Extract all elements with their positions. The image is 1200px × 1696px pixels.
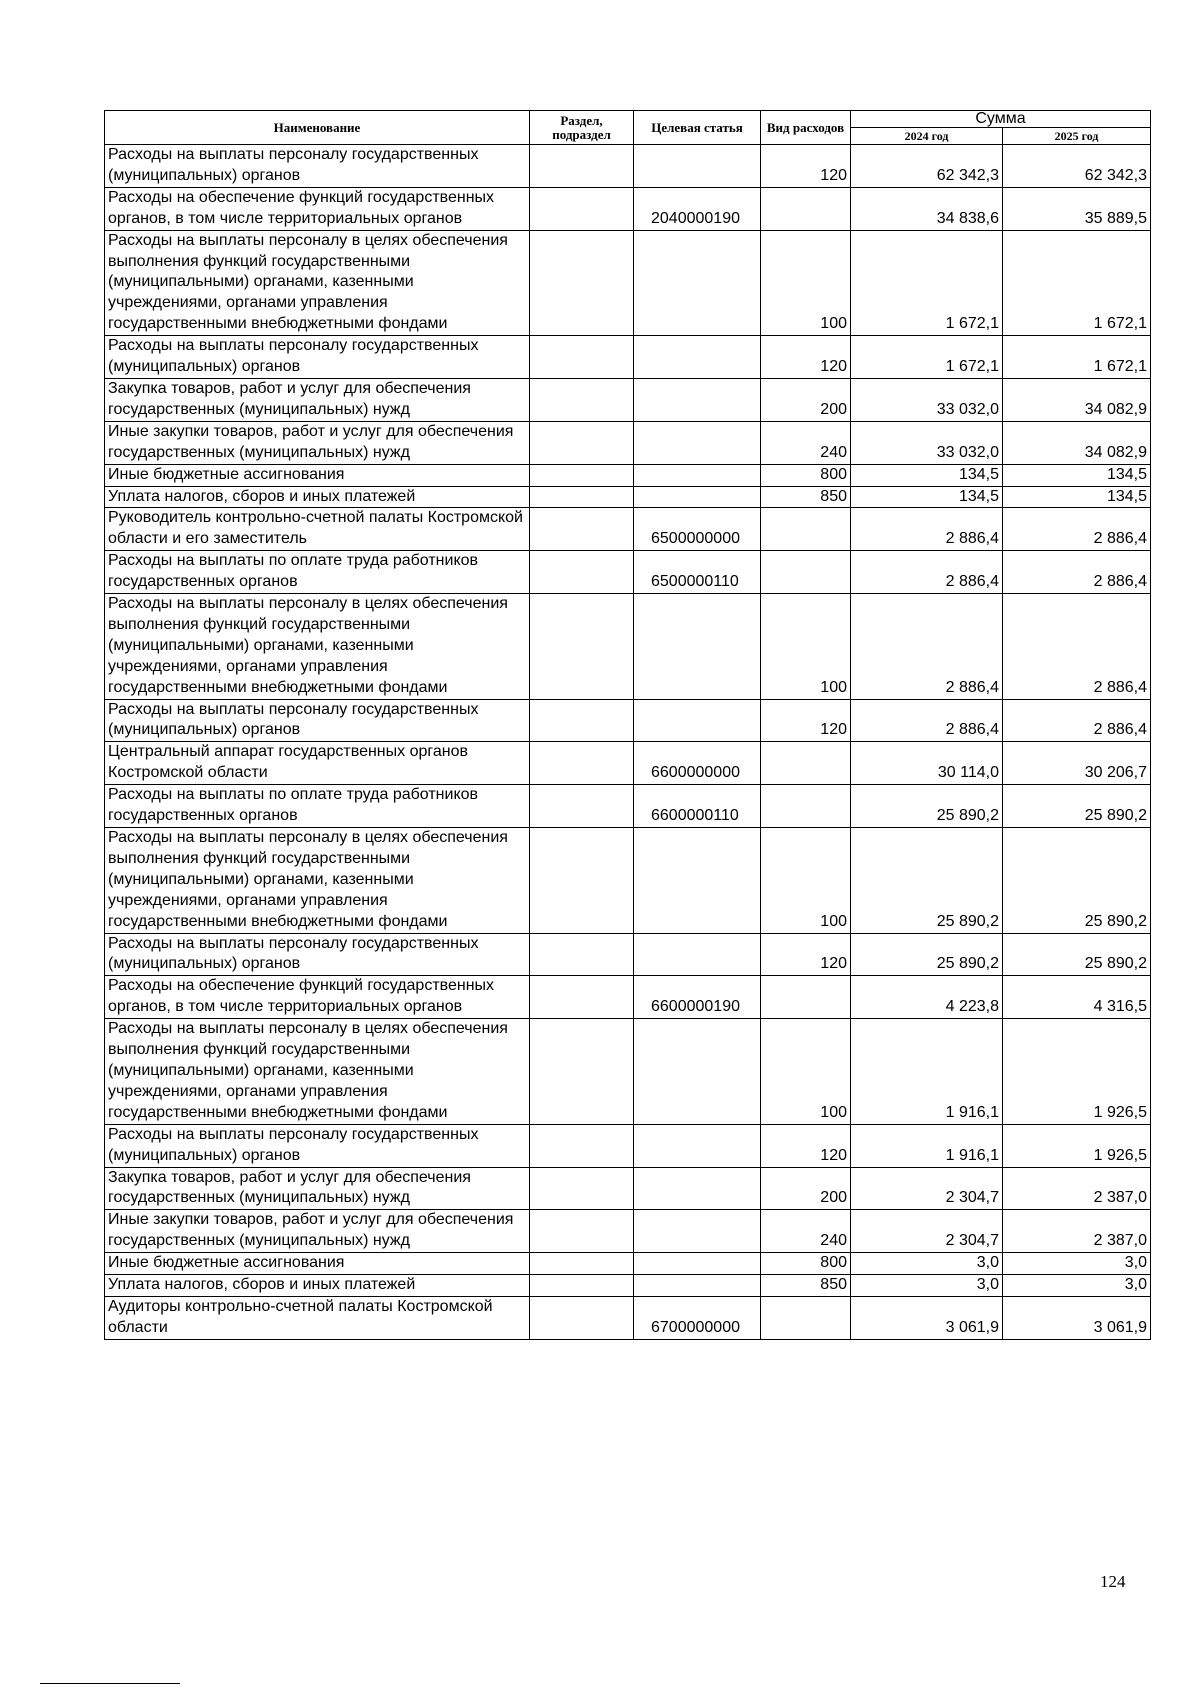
header-target-article: Целевая статья [634,111,761,145]
section-cell [530,699,634,742]
name-cell: Расходы на выплаты персоналу в целях обеспечения выполнения функций государственными (муниципальными) органами, казенными учреждениями, органами управления государственными внебюджетными фондами [105,1019,530,1125]
sum-2024-cell: 3,0 [851,1253,1003,1275]
table-row [105,378,1151,421]
table-row [105,421,1151,464]
table-row [105,336,1151,379]
sum-2025-cell: 2 387,0 [1003,1210,1151,1253]
header-section: Раздел, подраздел [530,111,634,145]
sum-2025-cell: 2 886,4 [1003,551,1151,594]
section-cell [530,933,634,976]
sum-2025-cell: 25 890,2 [1003,933,1151,976]
sum-2025-cell: 2 886,4 [1003,594,1151,700]
sum-2025-cell: 1 926,5 [1003,1124,1151,1167]
sum-2024-cell: 1 916,1 [851,1124,1003,1167]
sum-2025-cell: 1 926,5 [1003,1019,1151,1125]
target-article-cell [634,145,761,188]
sum-2025-cell: 25 890,2 [1003,785,1151,828]
target-article-cell: 6600000190 [634,976,761,1019]
section-cell [530,551,634,594]
sum-2025-cell: 2 387,0 [1003,1167,1151,1210]
target-article-cell [634,1167,761,1210]
section-cell [530,594,634,700]
table-row [105,828,1151,934]
table-row [105,187,1151,230]
section-cell [530,486,634,508]
expense-type-cell: 120 [761,933,851,976]
sum-2024-cell: 1 672,1 [851,336,1003,379]
sum-2025-cell: 62 342,3 [1003,145,1151,188]
sum-2024-cell: 33 032,0 [851,421,1003,464]
section-cell [530,336,634,379]
target-article-cell [634,828,761,934]
section-cell [530,828,634,934]
sum-2025-cell: 3,0 [1003,1253,1151,1275]
sum-2024-cell: 1 916,1 [851,1019,1003,1125]
target-article-cell [634,1210,761,1253]
name-cell: Расходы на выплаты персоналу в целях обеспечения выполнения функций государственными (муниципальными) органами, казенными учреждениями, органами управления государственными внебюджетными фондами [105,230,530,336]
sum-2024-cell: 4 223,8 [851,976,1003,1019]
table-row [105,933,1151,976]
name-cell: Расходы на обеспечение функций государственных органов, в том числе территориальных органов [105,976,530,1019]
expense-type-cell: 100 [761,594,851,700]
table-row [105,1253,1151,1275]
target-article-cell [634,933,761,976]
sum-2025-cell: 34 082,9 [1003,378,1151,421]
name-cell: Иные бюджетные ассигнования [105,1253,530,1275]
name-cell: Аудиторы контрольно-счетной палаты Костромской области [105,1296,530,1339]
expense-type-cell: 120 [761,145,851,188]
section-cell [530,1275,634,1297]
name-cell: Иные закупки товаров, работ и услуг для обеспечения государственных (муниципальных) нужд [105,1210,530,1253]
header-name: Наименование [105,111,530,145]
budget-table [104,110,1151,1340]
expense-type-cell [761,187,851,230]
sum-2024-cell: 3,0 [851,1275,1003,1297]
name-cell: Расходы на выплаты по оплате труда работников государственных органов [105,551,530,594]
name-cell: Руководитель контрольно-счетной палаты Костромской области и его заместитель [105,508,530,551]
target-article-cell: 6700000000 [634,1296,761,1339]
sum-2025-cell: 30 206,7 [1003,742,1151,785]
section-cell [530,508,634,551]
name-cell: Иные бюджетные ассигнования [105,464,530,486]
header-expense-type: Вид расходов [761,111,851,145]
section-cell [530,1019,634,1125]
name-cell: Уплата налогов, сборов и иных платежей [105,486,530,508]
name-cell: Расходы на выплаты персоналу в целях обеспечения выполнения функций государственными (муниципальными) органами, казенными учреждениями, органами управления государственными внебюджетными фондами [105,828,530,934]
target-article-cell: 6500000000 [634,508,761,551]
expense-type-cell [761,742,851,785]
expense-type-cell [761,1296,851,1339]
section-cell [530,145,634,188]
expense-type-cell [761,785,851,828]
section-cell [530,1167,634,1210]
target-article-cell: 6500000110 [634,551,761,594]
name-cell: Расходы на выплаты персоналу государственных (муниципальных) органов [105,336,530,379]
sum-2024-cell: 2 886,4 [851,699,1003,742]
section-cell [530,464,634,486]
section-cell [530,1210,634,1253]
section-cell [530,785,634,828]
table-row [105,551,1151,594]
target-article-cell [634,421,761,464]
table-row [105,486,1151,508]
target-article-cell: 6600000110 [634,785,761,828]
expense-type-cell: 850 [761,486,851,508]
expense-type-cell [761,976,851,1019]
sum-2024-cell: 134,5 [851,486,1003,508]
sum-2025-cell: 2 886,4 [1003,699,1151,742]
name-cell: Центральный аппарат государственных органов Костромской области [105,742,530,785]
target-article-cell [634,1124,761,1167]
section-cell [530,187,634,230]
section-cell [530,1253,634,1275]
section-cell [530,378,634,421]
table-row [105,742,1151,785]
table-row [105,464,1151,486]
table-body [105,145,1151,1340]
name-cell: Расходы на выплаты по оплате труда работников государственных органов [105,785,530,828]
sum-2024-cell: 2 304,7 [851,1210,1003,1253]
name-cell: Расходы на выплаты персоналу государственных (муниципальных) органов [105,933,530,976]
header-sum: Сумма [851,111,1151,128]
name-cell: Расходы на обеспечение функций государственных органов, в том числе территориальных органов [105,187,530,230]
section-cell [530,976,634,1019]
name-cell: Закупка товаров, работ и услуг для обеспечения государственных (муниципальных) нужд [105,1167,530,1210]
sum-2024-cell: 25 890,2 [851,828,1003,934]
expense-type-cell: 100 [761,230,851,336]
table-row [105,1124,1151,1167]
section-cell [530,421,634,464]
target-article-cell [634,699,761,742]
sum-2024-cell: 62 342,3 [851,145,1003,188]
table-row [105,508,1151,551]
sum-2025-cell: 2 886,4 [1003,508,1151,551]
sum-2025-cell: 134,5 [1003,486,1151,508]
sum-2024-cell: 33 032,0 [851,378,1003,421]
expense-type-cell: 120 [761,336,851,379]
table-row [105,230,1151,336]
expense-type-cell: 800 [761,1253,851,1275]
expense-type-cell [761,508,851,551]
expense-type-cell: 800 [761,464,851,486]
sum-2024-cell: 3 061,9 [851,1296,1003,1339]
sum-2024-cell: 25 890,2 [851,785,1003,828]
expense-type-cell: 100 [761,828,851,934]
sum-2025-cell: 34 082,9 [1003,421,1151,464]
expense-type-cell: 850 [761,1275,851,1297]
target-article-cell [634,1275,761,1297]
table-row [105,785,1151,828]
name-cell: Расходы на выплаты персоналу государственных (муниципальных) органов [105,145,530,188]
section-cell [530,1124,634,1167]
expense-type-cell: 240 [761,421,851,464]
sum-2024-cell: 2 886,4 [851,508,1003,551]
sum-2025-cell: 1 672,1 [1003,230,1151,336]
table-row [105,1296,1151,1339]
sum-2025-cell: 134,5 [1003,464,1151,486]
sum-2024-cell: 2 304,7 [851,1167,1003,1210]
table-row [105,145,1151,188]
section-cell [530,230,634,336]
sum-2024-cell: 134,5 [851,464,1003,486]
name-cell: Иные закупки товаров, работ и услуг для обеспечения государственных (муниципальных) нужд [105,421,530,464]
expense-type-cell [761,551,851,594]
target-article-cell: 2040000190 [634,187,761,230]
target-article-cell [634,594,761,700]
name-cell: Уплата налогов, сборов и иных платежей [105,1275,530,1297]
name-cell: Расходы на выплаты персоналу государственных (муниципальных) органов [105,699,530,742]
name-cell: Расходы на выплаты персоналу государственных (муниципальных) органов [105,1124,530,1167]
table-row [105,1019,1151,1125]
sum-2025-cell: 3,0 [1003,1275,1151,1297]
table-row [105,699,1151,742]
sum-2025-cell: 4 316,5 [1003,976,1151,1019]
target-article-cell [634,1019,761,1125]
target-article-cell [634,336,761,379]
sum-2024-cell: 30 114,0 [851,742,1003,785]
section-cell [530,742,634,785]
expense-type-cell: 240 [761,1210,851,1253]
target-article-cell [634,230,761,336]
target-article-cell [634,1253,761,1275]
expense-type-cell: 120 [761,1124,851,1167]
table-row [105,594,1151,700]
target-article-cell: 6600000000 [634,742,761,785]
target-article-cell [634,378,761,421]
target-article-cell [634,486,761,508]
table-row [105,976,1151,1019]
sum-2024-cell: 25 890,2 [851,933,1003,976]
expense-type-cell: 100 [761,1019,851,1125]
table-row [105,1167,1151,1210]
expense-type-cell: 200 [761,1167,851,1210]
sum-2025-cell: 25 890,2 [1003,828,1151,934]
sum-2025-cell: 3 061,9 [1003,1296,1151,1339]
sum-2024-cell: 34 838,6 [851,187,1003,230]
header-year-2024: 2024 год [851,128,1003,145]
footnote-rule [40,1683,180,1684]
name-cell: Закупка товаров, работ и услуг для обеспечения государственных (муниципальных) нужд [105,378,530,421]
section-cell [530,1296,634,1339]
sum-2024-cell: 1 672,1 [851,230,1003,336]
sum-2025-cell: 1 672,1 [1003,336,1151,379]
target-article-cell [634,464,761,486]
page-number: 124 [1100,1572,1126,1591]
table-row [105,1275,1151,1297]
expense-type-cell: 120 [761,699,851,742]
expense-type-cell: 200 [761,378,851,421]
sum-2025-cell: 35 889,5 [1003,187,1151,230]
sum-2024-cell: 2 886,4 [851,551,1003,594]
header-year-2025: 2025 год [1003,128,1151,145]
name-cell: Расходы на выплаты персоналу в целях обеспечения выполнения функций государственными (муниципальными) органами, казенными учреждениями, органами управления государственными внебюджетными фондами [105,594,530,700]
sum-2024-cell: 2 886,4 [851,594,1003,700]
table-row [105,1210,1151,1253]
